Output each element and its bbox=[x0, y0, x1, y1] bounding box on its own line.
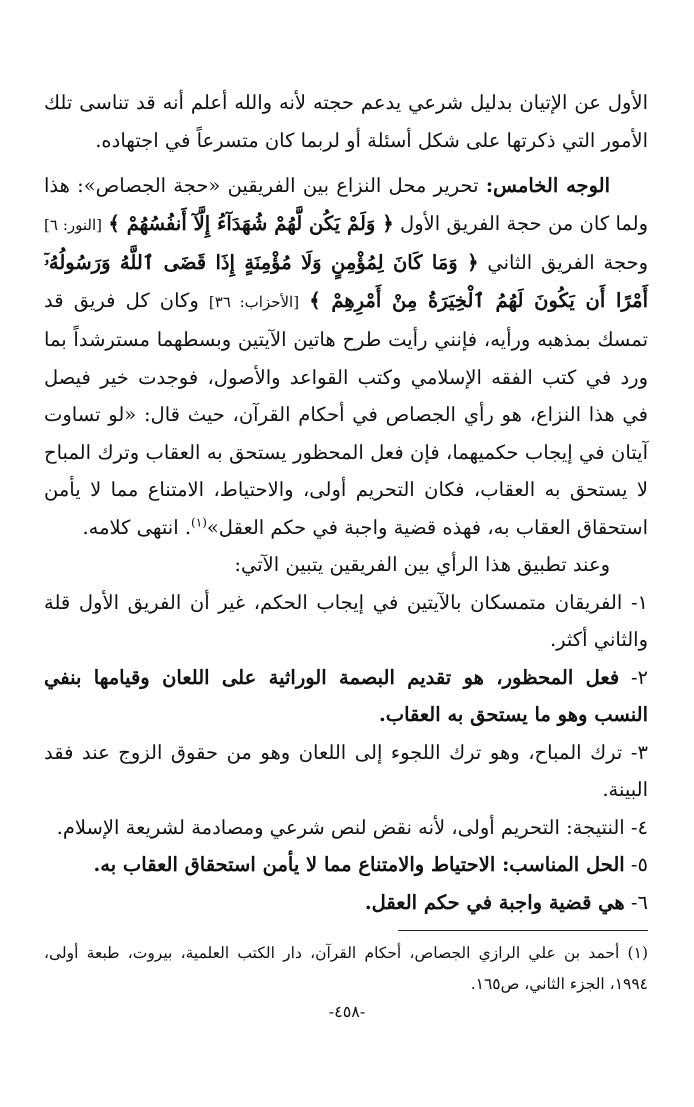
list-item-text: النتيجة: التحريم أولى، لأنه نقض لنص شرعي ومصادمة لشريعة الإسلام. bbox=[56, 815, 625, 839]
list-item bbox=[44, 659, 648, 734]
apply-intro: وعند تطبيق هذا الرأي بين الفريقين يتبين الآتي: bbox=[234, 553, 610, 576]
list-item-text: فعل المحظور، هو تقديم البصمة الوراثية على اللعان وقيامها بنفي النسب وهو ما يستحق به العقاب. bbox=[44, 665, 648, 726]
list-item bbox=[44, 584, 648, 659]
list-item bbox=[44, 809, 648, 847]
page-number: -٤٥٨- bbox=[328, 1002, 366, 1021]
list-item-number: ٦- bbox=[630, 890, 648, 914]
footnote-text: (١) أحمد بن علي الرازي الجصاص، أحكام القرآن، دار الكتب العلمية، بيروت، طبعة أولى، ١٩٩٤، الجزء الثاني، ص١٦٥. bbox=[44, 944, 648, 993]
section-five-paragraph bbox=[44, 167, 648, 546]
section-five-text-a: تحرير محل النزاع بين الفريقين «حجة الجصاص»: هذا ولما كان من حجة الفريق الأول bbox=[44, 174, 649, 235]
verse-reference-2: [الأحزاب: ٣٦] bbox=[208, 292, 300, 311]
footnote-divider bbox=[398, 930, 648, 931]
list-item-number: ١- bbox=[630, 590, 649, 614]
list-item bbox=[44, 846, 648, 884]
list-item-number: ٥- bbox=[630, 853, 648, 876]
list-item-text: الحل المناسب: الاحتياط والامتناع مما لا يأمن استحقاق العقاب به. bbox=[93, 853, 625, 876]
footnote bbox=[44, 938, 648, 1000]
list-item-text: هي قضية واجبة في حكم العقل. bbox=[364, 890, 625, 914]
intro-paragraph: الأول عن الإتيان بدليل شرعي يدعم حجته لأنه والله أعلم أنه قد تناسى تلك الأمور التي ذكرتها على شكل أسئلة أو لربما كان متسرعاً في اجتهاده. bbox=[44, 91, 648, 152]
verse-reference-1: [النور: ٦] bbox=[44, 215, 102, 234]
section-five-text-c: وكان كل فريق قد تمسك بمذهبه ورأيه، فإنني رأيت طرح هاتين الآيتين وبسطهما مسترشداً بما ورد في كتب الفقه الإسلامي وكتب القواعد والأصول، فوجدت خير فيصل في هذا النزاع، هو رأي الجصاص في أحكام القرآن، حيث قال: «لو تساوت آيتان في إيجاب حكميهما، فإن فعل المحظور يستحق به العقاب وترك المباح لا يستحق به العقاب، فكان التحريم أولى، والاحتياط، الامتناع مما لا يأمن استحقاق العقاب به، فهذه قضية واجبة في حكم العقل» bbox=[44, 288, 648, 539]
footnote-marker: (١) bbox=[191, 515, 207, 529]
section-five-label: الوجه الخامس: bbox=[485, 174, 611, 197]
list-item bbox=[44, 734, 648, 809]
section-five-end: . انتهى كلامه. bbox=[82, 515, 192, 539]
list-item-text: ترك المباح، وهو ترك اللجوء إلى اللعان وهو من حقوق الزوج عند فقد البينة. bbox=[44, 740, 648, 801]
quran-verse-1: ﴿ وَلَمْ يَكُن لَّهُمْ شُهَدَآءُ إِلَّآ أَنفُسُهُمْ ﴾ bbox=[108, 211, 394, 235]
main-text bbox=[44, 84, 648, 921]
quran-verse-2: ﴿ وَمَا كَانَ لِمُؤْمِنٍ وَلَا مُؤْمِنَةٍ إِذَا قَضَى ٱللَّهُ وَرَسُولُهُۥٓ أَمْرًا أَن يَكُونَ لَهُمُ ٱلْخِيَرَةُ مِنْ أَمْرِهِمْ ﴾ bbox=[44, 251, 649, 312]
list-item-number: ٢- bbox=[630, 665, 649, 689]
section-five-text-b: وحجة الفريق الثاني bbox=[487, 251, 648, 274]
list-item-text: الفريقان متمسكان بالآيتين في إيجاب الحكم، غير أن الفريق الأول قلة والثاني أكثر. bbox=[44, 590, 648, 651]
list-item-number: ٣- bbox=[630, 740, 648, 764]
list-item-number: ٤- bbox=[630, 815, 648, 839]
list-item bbox=[44, 884, 648, 922]
